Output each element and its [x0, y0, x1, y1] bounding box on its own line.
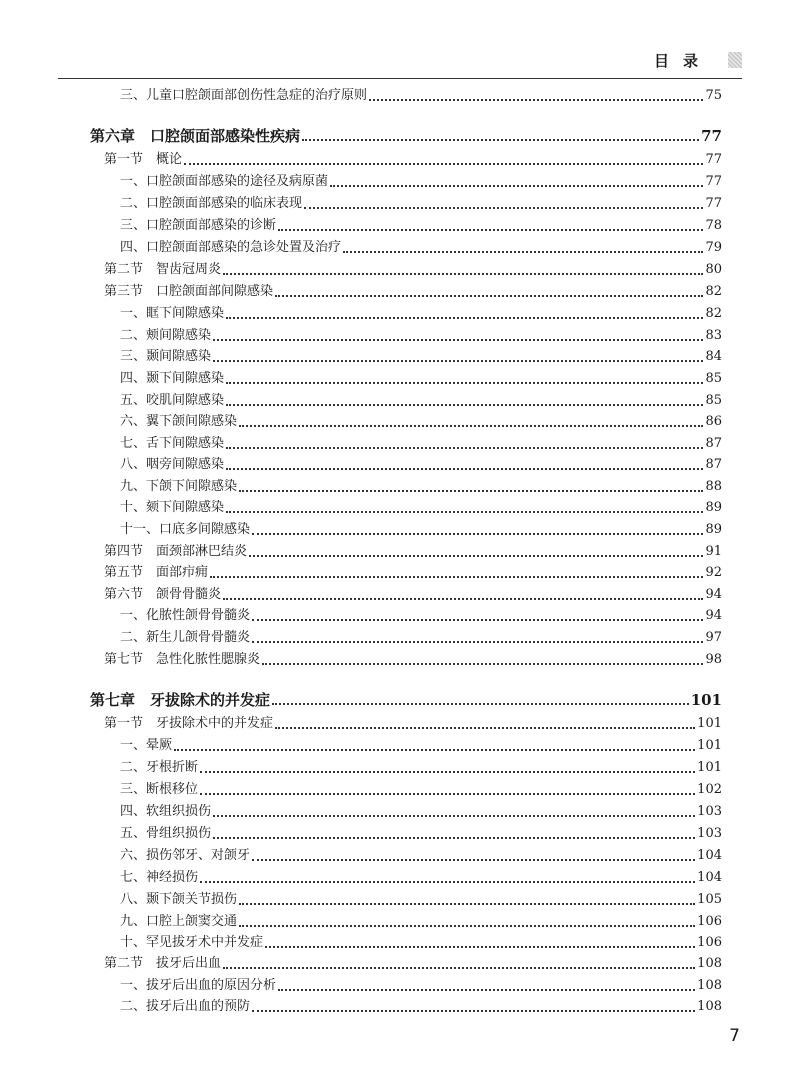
toc-entry [120, 391, 722, 411]
toc-entry [90, 690, 722, 710]
toc-entry-title: 四、口腔颌面部感染的急诊处置及治疗 [120, 240, 342, 255]
toc-entry [104, 282, 722, 302]
toc-entry [120, 997, 722, 1017]
toc-entry-page: 89 [705, 522, 722, 537]
toc-entry-title: 二、拔牙后出血的预防 [120, 999, 251, 1014]
toc-entry-page: 92 [705, 565, 722, 580]
toc-entry-page: 88 [705, 479, 722, 494]
toc-entry [120, 912, 722, 932]
toc-entry [120, 736, 722, 756]
dot-leader [275, 727, 695, 729]
toc-entry-page: 101 [697, 738, 722, 753]
toc-entry [120, 194, 722, 214]
dot-leader [200, 881, 695, 883]
toc-entry [120, 412, 722, 432]
dot-leader [369, 99, 703, 101]
toc-entry-title: 九、口腔上颌窦交通 [120, 914, 238, 929]
toc-entry-title: 三、颞间隙感染 [120, 349, 212, 364]
toc-entry-title: 第三节 口腔颌面部间隙感染 [104, 284, 274, 299]
dot-leader [213, 837, 695, 839]
toc-entry-title: 二、口腔颌面部感染的临床表现 [120, 196, 303, 211]
dot-leader [226, 382, 703, 384]
toc-entry-title: 二、牙根折断 [120, 760, 199, 775]
toc-entry-page: 85 [705, 393, 722, 408]
toc-entry-page: 106 [697, 935, 722, 950]
toc-entry [120, 216, 722, 236]
dot-leader [223, 598, 703, 600]
toc-entry-title: 第四节 面颈部淋巴结炎 [104, 544, 248, 559]
toc-entry-title: 五、骨组织损伤 [120, 826, 212, 841]
toc-entry-page: 78 [705, 218, 722, 233]
toc-entry-page: 77 [705, 174, 722, 189]
toc-entry-title: 第七节 急性化脓性腮腺炎 [104, 652, 261, 667]
toc-entry-title: 四、软组织损伤 [120, 804, 212, 819]
toc-entry-page: 98 [705, 652, 722, 667]
dot-leader [278, 989, 695, 991]
toc-entry-page: 82 [705, 306, 722, 321]
toc-entry [120, 498, 722, 518]
dot-leader [275, 295, 703, 297]
toc-entry-page: 77 [701, 127, 722, 145]
dot-leader [226, 468, 703, 470]
toc-entry-title: 一、口腔颌面部感染的途径及病原菌 [120, 174, 329, 189]
dot-leader [265, 946, 695, 948]
toc-entry [120, 520, 722, 540]
toc-entry-page: 108 [697, 978, 722, 993]
dot-leader [226, 447, 703, 449]
toc-entry [104, 563, 722, 583]
toc-entry-page: 75 [705, 88, 722, 103]
toc-entry-page: 87 [705, 436, 722, 451]
dot-leader [213, 360, 703, 362]
toc-entry-title: 二、新生儿颌骨骨髓炎 [120, 630, 251, 645]
dot-leader [249, 555, 703, 557]
toc-entry-title: 第七章 牙拔除术的并发症 [90, 691, 271, 709]
toc-entry-title: 第二节 智齿冠周炎 [104, 262, 222, 277]
dot-leader [330, 185, 703, 187]
toc-entry-page: 97 [705, 630, 722, 645]
toc-entry-page: 106 [697, 914, 722, 929]
toc-entry-title: 十一、口底多间隙感染 [120, 522, 251, 537]
toc-entry-page: 89 [705, 500, 722, 515]
toc-entry-title: 六、翼下颌间隙感染 [120, 414, 238, 429]
toc-entry-page: 79 [705, 240, 722, 255]
dot-leader [252, 859, 695, 861]
dot-leader [239, 903, 695, 905]
dot-leader [226, 317, 703, 319]
toc-entry [120, 86, 722, 106]
toc-entry [120, 802, 722, 822]
toc-entry-page: 94 [705, 608, 722, 623]
dot-leader [210, 576, 703, 578]
toc-entry-title: 第一节 概论 [104, 152, 183, 167]
toc-entry-page: 77 [705, 152, 722, 167]
toc-entry [120, 758, 722, 778]
header-title: 目录 [653, 52, 712, 70]
toc-entry [104, 954, 722, 974]
toc-entry [104, 714, 722, 734]
toc-entry [120, 369, 722, 389]
toc-entry [104, 150, 722, 170]
dot-leader [213, 815, 695, 817]
toc-entry-page: 82 [705, 284, 722, 299]
toc-entry [120, 933, 722, 953]
toc-entry-page: 101 [697, 716, 722, 731]
toc-entry-title: 第一节 牙拔除术中的并发症 [104, 716, 274, 731]
toc-entry [90, 126, 722, 146]
toc-entry [120, 868, 722, 888]
dot-leader [252, 619, 703, 621]
dot-leader [302, 139, 699, 141]
toc-entry-title: 二、颊间隙感染 [120, 328, 212, 343]
toc-entry-title: 三、儿童口腔颌面部创伤性急症的治疗原则 [120, 88, 368, 103]
toc-entry [120, 890, 722, 910]
dot-leader [252, 533, 703, 535]
toc-entry-title: 第六章 口腔颌面部感染性疾病 [90, 127, 301, 145]
toc-entry [120, 326, 722, 346]
dot-leader [174, 749, 695, 751]
toc-entry-page: 87 [705, 457, 722, 472]
toc-entry-title: 一、眶下间隙感染 [120, 306, 225, 321]
toc-entry-title: 七、舌下间隙感染 [120, 436, 225, 451]
toc-entry-title: 八、颞下颌关节损伤 [120, 892, 238, 907]
toc-entry [120, 434, 722, 454]
dot-leader [223, 273, 703, 275]
toc-entry-title: 第六节 颌骨骨髓炎 [104, 587, 222, 602]
dot-leader [200, 771, 695, 773]
dot-leader [239, 425, 703, 427]
toc-entry-page: 80 [705, 262, 722, 277]
toc-entry-page: 86 [705, 414, 722, 429]
toc-entry-title: 八、咽旁间隙感染 [120, 457, 225, 472]
toc-entry [120, 780, 722, 800]
toc-entry [120, 455, 722, 475]
toc-entry-title: 三、断根移位 [120, 782, 199, 797]
toc-entry-page: 103 [697, 826, 722, 841]
dot-leader [226, 511, 703, 513]
toc-entry [120, 606, 722, 626]
dot-leader [343, 251, 703, 253]
toc-entry [120, 172, 722, 192]
toc-entry [104, 542, 722, 562]
page-number: 7 [729, 1026, 740, 1046]
toc-entry [120, 976, 722, 996]
toc-entry-page: 104 [697, 848, 722, 863]
toc-entry-page: 85 [705, 371, 722, 386]
dot-leader [184, 163, 703, 165]
toc-entry [120, 238, 722, 258]
toc-entry-title: 一、化脓性颌骨骨髓炎 [120, 608, 251, 623]
dot-leader [252, 1010, 695, 1012]
toc-entry-page: 104 [697, 870, 722, 885]
toc-entry-title: 七、神经损伤 [120, 870, 199, 885]
toc-entry-page: 108 [697, 956, 722, 971]
toc-entry [104, 260, 722, 280]
toc-entry-title: 四、颞下间隙感染 [120, 371, 225, 386]
toc-entry-page: 83 [705, 328, 722, 343]
toc-entry-page: 94 [705, 587, 722, 602]
toc-entry [104, 650, 722, 670]
toc-entry-title: 六、损伤邻牙、对颌牙 [120, 848, 251, 863]
toc-entry-title: 三、口腔颌面部感染的诊断 [120, 218, 277, 233]
toc-entry-title: 一、晕厥 [120, 738, 173, 753]
dot-leader [278, 229, 703, 231]
toc-entry [120, 477, 722, 497]
dot-leader [239, 925, 695, 927]
toc-entry-page: 103 [697, 804, 722, 819]
toc-entry-page: 77 [705, 196, 722, 211]
toc-entry-title: 第二节 拔牙后出血 [104, 956, 222, 971]
toc-entry-title: 第五节 面部疖痈 [104, 565, 209, 580]
toc-entry-title: 五、咬肌间隙感染 [120, 393, 225, 408]
dot-leader [272, 703, 689, 705]
dot-leader [226, 404, 703, 406]
toc-entry [120, 846, 722, 866]
toc-entry [120, 824, 722, 844]
dot-leader [304, 207, 703, 209]
toc-entry-page: 101 [697, 760, 722, 775]
dot-leader [239, 490, 703, 492]
dot-leader [213, 339, 703, 341]
toc-entry-page: 91 [705, 544, 722, 559]
toc-entry-page: 102 [697, 782, 722, 797]
dot-leader [223, 967, 695, 969]
toc-entry-page: 105 [697, 892, 722, 907]
toc-entry-page: 101 [690, 691, 722, 709]
toc-entry-title: 十、颏下间隙感染 [120, 500, 225, 515]
toc-entry [120, 628, 722, 648]
toc-entry [104, 585, 722, 605]
dot-leader [200, 793, 695, 795]
toc-entry [120, 347, 722, 367]
toc-entry-title: 十、罕见拔牙术中并发症 [120, 935, 264, 950]
toc-entry-page: 84 [705, 349, 722, 364]
toc-entry-page: 108 [697, 999, 722, 1014]
toc-entry-title: 九、下颌下间隙感染 [120, 479, 238, 494]
dot-leader [252, 641, 703, 643]
toc-entry [120, 304, 722, 324]
toc-entry-title: 一、拔牙后出血的原因分析 [120, 978, 277, 993]
dot-leader [262, 663, 703, 665]
